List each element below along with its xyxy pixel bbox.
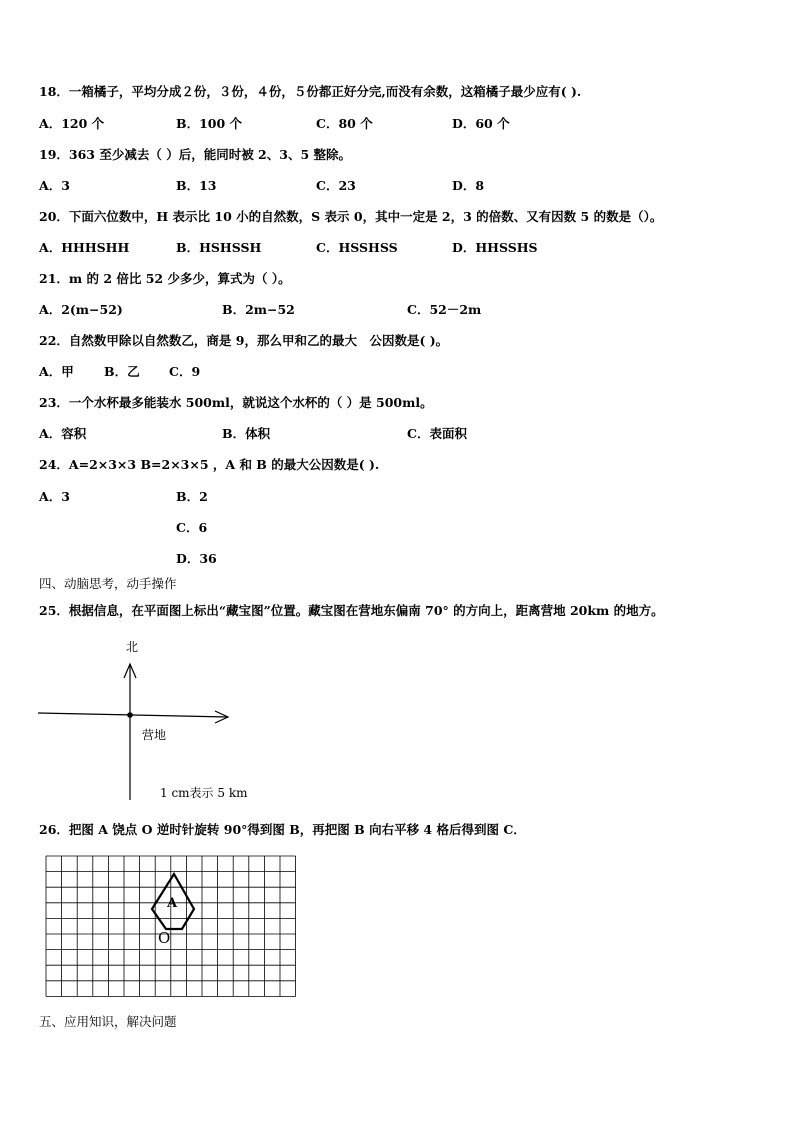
- section-4-heading: 四、动脑思考，动手操作: [39, 576, 177, 591]
- q20-option-c: C．HSSHSS: [316, 240, 398, 255]
- q18-option-b: B．100 个: [176, 116, 243, 131]
- q20-option-d: D．HHSSHS: [452, 240, 538, 255]
- shape-a-label: A: [167, 896, 178, 911]
- q21-option-b: B．2m−52: [222, 302, 295, 317]
- q20-option-a: A．HHHSHH: [39, 240, 130, 255]
- q22-option-b: B．乙: [104, 364, 140, 379]
- q20-option-b: B．HSHSSH: [176, 240, 262, 255]
- q19-option-a: A．3: [39, 178, 70, 193]
- q21-option-c: C．52－2m: [407, 302, 482, 317]
- scale-label: 1 cm表示 5 km: [160, 786, 248, 800]
- question-26-stem: 26．把图 A 饶点 O 逆时针旋转 90°得到图 B，再把图 B 向右平移 4 格后得到图 C．: [39, 822, 526, 837]
- question-18-stem: 18．一箱橘子，平均分成２份，３份，４份，５份都正好分完,而没有余数，这箱橘子最少应有( ).: [39, 84, 582, 99]
- q18-option-c: C．80 个: [316, 116, 373, 131]
- grid-diagram: [44, 854, 300, 1002]
- question-23-stem: 23．一个水杯最多能装水 500ml，就说这个水杯的（ ）是 500ml。: [39, 395, 433, 410]
- compass-figure: [30, 632, 270, 810]
- q22-option-a: A．甲: [39, 364, 74, 379]
- question-22-stem: 22．自然数甲除以自然数乙，商是 9，那么甲和乙的最大 公因数是( )。: [39, 333, 449, 348]
- q24-option-d: D．36: [176, 551, 217, 566]
- question-24-stem: 24．A=2×3×3 B=2×3×5 ，A 和 B 的最大公因数是( ).: [39, 457, 380, 472]
- q22-option-c: C．9: [169, 364, 201, 379]
- q23-option-a: A．容积: [39, 426, 87, 441]
- question-21-stem: 21．m 的 2 倍比 52 少多少，算式为（ ）。: [39, 271, 291, 286]
- q24-option-c: C．6: [176, 520, 208, 535]
- q18-option-a: A．120 个: [39, 116, 105, 131]
- q23-option-c: C．表面积: [407, 426, 467, 441]
- camp-label: 营地: [142, 728, 167, 742]
- q23-option-b: B．体积: [222, 426, 271, 441]
- question-19-stem: 19．363 至少减去（ ）后，能同时被 2、3、5 整除。: [39, 147, 351, 162]
- north-label: 北: [126, 640, 139, 654]
- q24-option-a: A．3: [39, 489, 70, 504]
- question-25-stem: 25．根据信息，在平面图上标出“藏宝图”位置。藏宝图在营地东偏南 70° 的方向上，距离营地 20km 的地方。: [39, 603, 664, 618]
- question-20-stem: 20．下面六位数中，H 表示比 10 小的自然数，S 表示 0，其中一定是 2，3 的倍数、又有因数 5 的数是（）。: [39, 209, 663, 224]
- q24-option-b: B．2: [176, 489, 208, 504]
- q21-option-a: A．2(m−52): [39, 302, 123, 317]
- camp-point: [127, 712, 133, 718]
- point-o-label: O: [158, 929, 171, 947]
- q19-option-c: C．23: [316, 178, 356, 193]
- grid-figure: [44, 854, 300, 1002]
- q18-option-d: D．60 个: [452, 116, 510, 131]
- q19-option-d: D．8: [452, 178, 485, 193]
- section-5-heading: 五、应用知识，解决问题: [39, 1014, 177, 1029]
- q19-option-b: B．13: [176, 178, 217, 193]
